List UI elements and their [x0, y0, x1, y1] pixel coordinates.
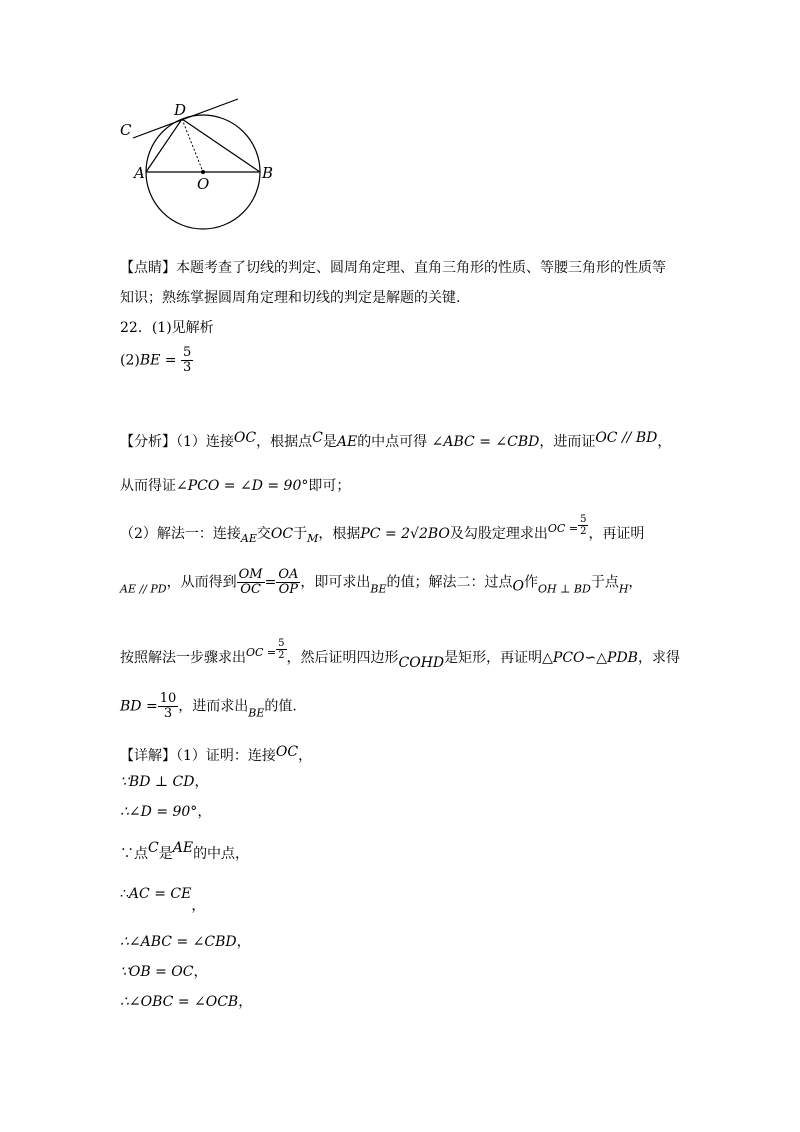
detail-line-1: 【详解】（1）证明：连接OC，	[120, 744, 313, 764]
analysis-line-3: （2）解法一：连接$_{AE}$交OC于$_M$，根据PC = 2√2BO及勾股定理求出$^{OC =}$ $\frac{5}{2}$ ，再证明	[120, 514, 645, 545]
comment-tag: 【点睛】	[120, 260, 176, 276]
center-point	[201, 170, 205, 174]
detail-line-2: ∵BD ⊥ CD，	[120, 774, 209, 790]
detail-line-7: ∵OB = OC，	[120, 964, 208, 980]
label-o: O	[197, 175, 210, 193]
label-d: D	[174, 101, 187, 119]
detail-line-3: ∴∠D = 90°，	[120, 804, 212, 820]
detail-line-6: ∴∠ABC = ∠CBD，	[120, 934, 251, 950]
detail-line-8: ∴∠OBC = ∠OCB，	[120, 994, 253, 1010]
detail-line-4: ∵点C是AE的中点，	[120, 840, 250, 862]
problem-part-2: (2)BE = $\frac{5}{3}$	[120, 345, 192, 375]
comment-line-2: 知识；熟练掌握圆周角定理和切线的判定是解题的关键.	[120, 290, 461, 306]
analysis-line-5: 按照解法一步骤求出$^{OC =}$ $\frac{5}{2}$ ，然后证明四边形COHD是矩形，再证明△PCO∽△PDB，求得	[120, 638, 680, 671]
analysis-line-6: BD = $\frac{10}{3}$ ，进而求出$_{BE}$的值.	[120, 691, 297, 721]
comment-line-1: 【点睛】本题考查了切线的判定、圆周角定理、直角三角形的性质、等腰三角形的性质等	[120, 260, 666, 276]
fraction-be: $\frac{5}{3}$	[183, 345, 192, 375]
label-b: B	[262, 164, 274, 182]
segment-od-dashed	[182, 119, 203, 172]
detail-line-5: ∴AC = CE，	[120, 886, 206, 914]
analysis-line-2: 从而得证∠PCO = ∠D = 90°即可；	[120, 478, 351, 494]
analysis-line-4: $_{AE // PD}$，从而得到 $\frac{OM}{OC}$ = $\frac{OA}{OP}$ ，即可求出$_{BE}$的值；解法二：过点O作$_{OH \perp BD}$于点$_H$，	[120, 567, 643, 597]
chord-db	[182, 119, 260, 172]
geometry-figure	[110, 90, 274, 235]
label-a: A	[134, 164, 145, 182]
analysis-line-1: 【分析】（1）连接OC，根据点C是AE的中点可得 ∠ABC = ∠CBD，进而证OC // BD，	[120, 430, 672, 450]
label-c: C	[120, 121, 132, 139]
problem-part-1: 22．(1)见解析	[120, 320, 214, 336]
